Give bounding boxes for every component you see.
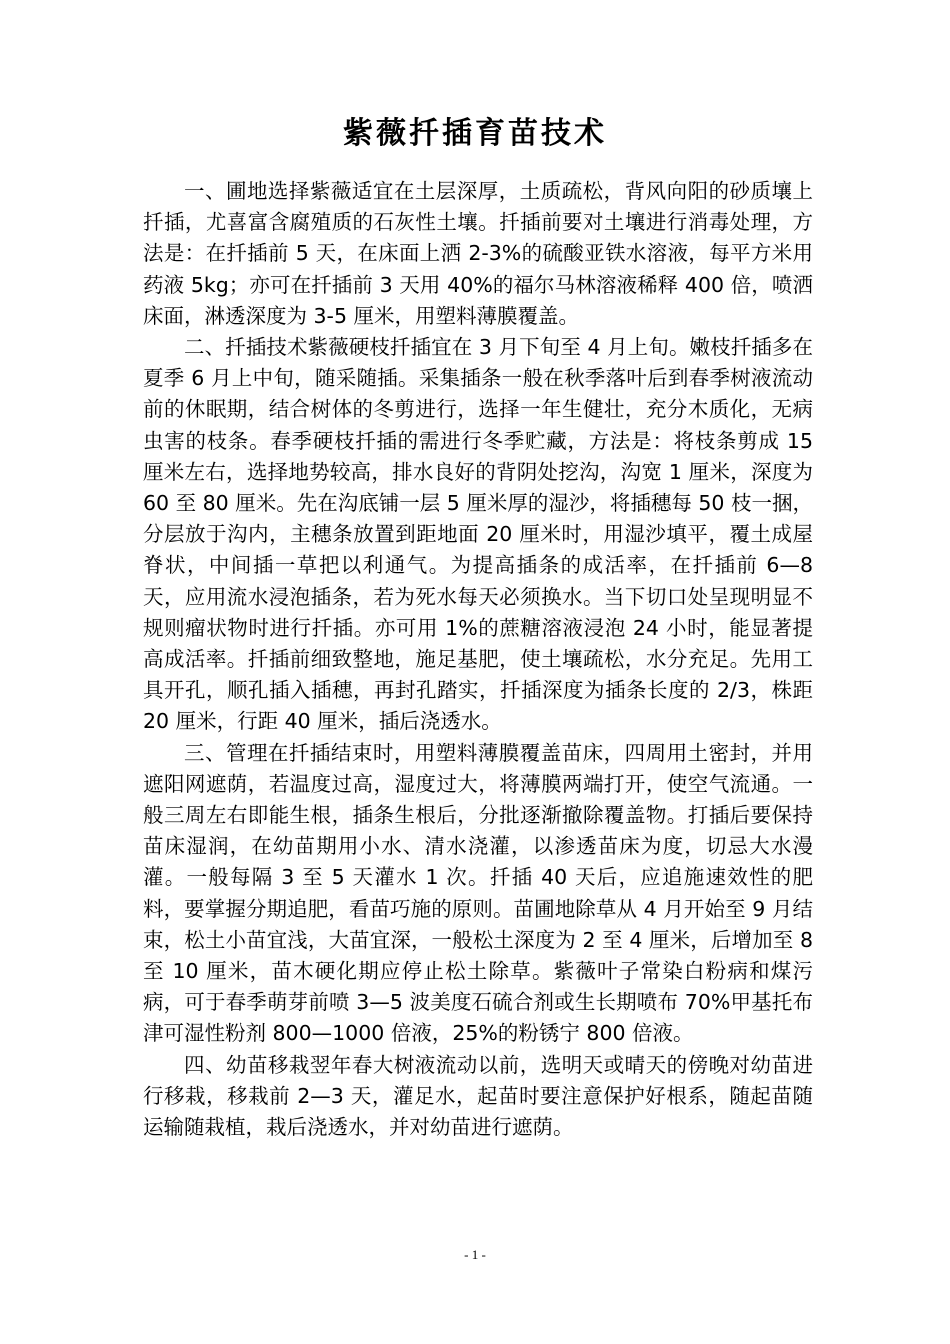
paragraph-transplanting: 四、幼苗移栽翌年春大树液流动以前，选明天或晴天的傍晚对幼苗进行移栽，移栽前 2—3 天，灌足水，起苗时要注意保护好根系，随起苗随运输随栽植，栽后浇透水，并对幼苗进行遮荫。 — [143, 1052, 813, 1140]
document-body — [143, 176, 813, 1143]
paragraph-management: 三、管理在扦插结束时，用塑料薄膜覆盖苗床，四周用土密封，并用遮阳网遮荫，若温度过高，湿度过大，将薄膜两端打开，使空气流通。一般三周左右即能生根，插条生根后，分批逐渐撤除覆盖物。打插后要保持苗床湿润，在幼苗期用小水、清水浇灌，以渗透苗床为度，切忌大水漫灌。一般每隔 3 至 5 天灌水 1 次。扦插 40 天后，应追施速效性的肥料，要掌握分期追肥，看苗巧施的原则。苗圃地除草从 4 月开始至 9 月结束，松土小苗宜浅，大苗宜深，一般松土深度为 2 至 4 厘米，后增加至 8 至 10 厘米，苗木硬化期应停止松土除草。紫薇叶子常染白粉病和煤污病，可于春季萌芽前喷 3—5 波美度石硫合剂或生长期喷布 70%甲基托布津可湿性粉剂 800—1000 倍液，25%的粉锈宁 800 倍液。 — [143, 740, 813, 1046]
paragraph-site-selection: 一、圃地选择紫薇适宜在土层深厚，土质疏松，背风向阳的砂质壤上扦插，尤喜富含腐殖质的石灰性土壤。扦插前要对土壤进行消毒处理，方法是：在扦插前 5 天，在床面上洒 2-3%的硫酸亚铁水溶液，每平方米用药液 5kg；亦可在扦插前 3 天用 40%的福尔马林溶液稀释 400 倍，喷洒床面，淋透深度为 3-5 厘米，用塑料薄膜覆盖。 — [143, 179, 813, 328]
page-number: - 1 - — [464, 1247, 486, 1262]
paragraph-cutting-technique: 二、扦插技术紫薇硬枝扦插宜在 3 月下旬至 4 月上旬。嫩枝扦插多在夏季 6 月上中旬，随采随插。采集插条一般在秋季落叶后到春季树液流动前的休眠期，结合树体的冬剪进行，选择一年生健壮，充分木质化，无病虫害的枝条。春季硬枝扦插的需进行冬季贮藏，方法是：将枝条剪成 15 厘米左右，选择地势较高，排水良好的背阴处挖沟，沟宽 1 厘米，深度为 60 至 80 厘米。先在沟底铺一层 5 厘米厚的湿沙，将插穗每 50 枝一捆，分层放于沟内，主穗条放置到距地面 20 厘米时，用湿沙填平，覆土成屋脊状，中间插一草把以利通气。为提高插条的成活率，在扦插前 6—8 天，应用流水浸泡插条，若为死水每天必须换水。当下切口处呈现明显不规则瘤状物时进行扦插。亦可用 1%的蔗糖溶液浸泡 24 小时，能显著提高成活率。扦插前细致整地，施足基肥，使土壤疏松，水分充足。先用工具开孔，顺孔插入插穗，再封孔踏实，扦插深度为插条长度的 2/3，株距 20 厘米，行距 40 厘米，插后浇透水。 — [143, 335, 813, 734]
page-title: 紫薇扦插育苗技术 — [343, 116, 607, 151]
